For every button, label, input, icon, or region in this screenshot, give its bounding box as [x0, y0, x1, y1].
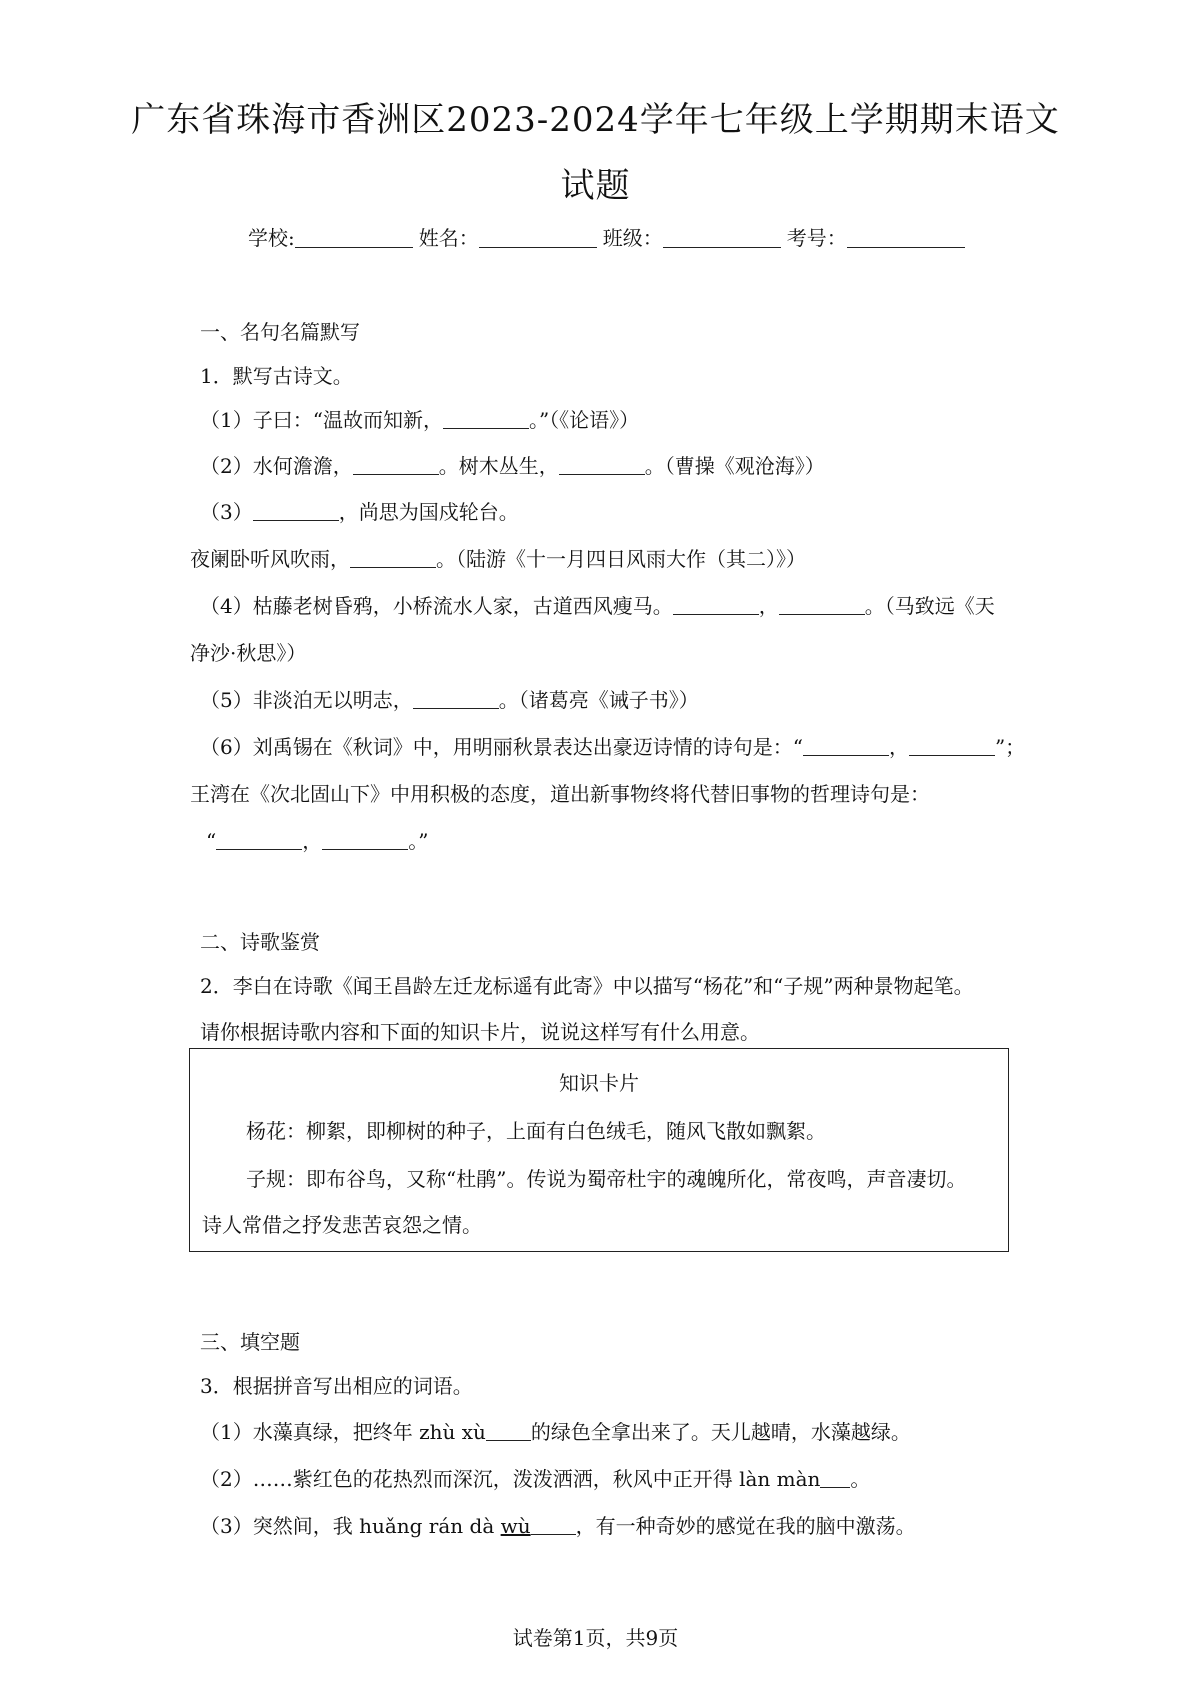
answer-blank[interactable] — [443, 410, 529, 429]
class-label: 班级： — [602, 226, 663, 250]
answer-blank[interactable] — [353, 456, 439, 475]
answer-blank[interactable] — [559, 456, 645, 475]
card-line-zigui: 子规：即布谷鸟，又称“杜鹃”。传说为蜀帝杜宇的魂魄所化，常夜鸣，声音凄切。 — [246, 1167, 967, 1191]
q3-item-3: （3）突然间，我 huǎng rán dà wù ，有一种奇妙的感觉在我的脑中激荡。 — [200, 1514, 916, 1538]
q1-item-4: （4）枯藤老树昏鸦，小桥流水人家，古道西风瘦马。 ， 。（马致远《天 — [200, 594, 995, 618]
school-label: 学校: — [248, 226, 295, 250]
answer-blank[interactable] — [486, 1422, 531, 1441]
title-line-1: 广东省珠海市香洲区2023-2024学年七年级上学期期末语文 — [131, 100, 1060, 140]
answer-blank[interactable] — [803, 737, 889, 756]
card-title: 知识卡片 — [559, 1071, 639, 1095]
exam-no-label: 考号： — [786, 226, 847, 250]
student-info-line — [248, 222, 971, 251]
answer-blank[interactable] — [820, 1469, 850, 1488]
page-footer: 试卷第1页，共9页 — [512, 1626, 679, 1650]
q1-item-6: （6）刘禹锡在《秋词》中，用明丽秋景表达出豪迈诗情的诗句是：“ ， ”； — [200, 735, 1026, 759]
q1-item-3: （3） ，尚思为国戍轮台。 — [200, 500, 519, 524]
answer-blank[interactable] — [779, 596, 865, 615]
knowledge-card — [189, 1048, 1009, 1252]
section-2-heading: 二、诗歌鉴赏 — [200, 930, 320, 954]
section-3-heading: 三、填空题 — [200, 1330, 300, 1354]
card-line-yanghua: 杨花：柳絮，即柳树的种子，上面有白色绒毛，随风飞散如飘絮。 — [246, 1119, 826, 1143]
class-blank[interactable] — [663, 227, 781, 248]
name-blank[interactable] — [479, 227, 597, 248]
q1-item-2: （2）水何澹澹， 。树木丛生， 。（曹操《观沧海》） — [200, 454, 825, 478]
section-1-heading: 一、名句名篇默写 — [200, 320, 360, 344]
q1-item-3-cont: 夜阑卧听风吹雨， 。（陆游《十一月四日风雨大作（其二）》） — [190, 547, 806, 571]
q1-item-6-cont-2: “ ， 。” — [206, 829, 429, 853]
q3-item-2: （2）……紫红色的花热烈而深沉，泼泼洒洒，秋风中正开得 làn màn 。 — [200, 1467, 871, 1491]
answer-blank[interactable] — [350, 549, 436, 568]
q1-item-5: （5）非淡泊无以明志， 。（诸葛亮《诫子书》） — [200, 688, 699, 712]
answer-blank[interactable] — [531, 1516, 576, 1535]
school-blank[interactable] — [295, 227, 413, 248]
answer-blank[interactable] — [322, 831, 408, 850]
card-line-zigui-cont: 诗人常借之抒发悲苦哀怨之情。 — [202, 1213, 482, 1237]
name-label: 姓名： — [418, 226, 479, 250]
question-2: 2．李白在诗歌《闻王昌龄左迁龙标遥有此寄》中以描写“杨花”和“子规”两种景物起笔。 — [200, 974, 974, 998]
q3-item-1: （1）水藻真绿，把终年 zhù xù 的绿色全拿出来了。天儿越晴，水藻越绿。 — [200, 1420, 911, 1444]
title-line-2: 试题 — [560, 166, 631, 206]
answer-blank[interactable] — [673, 596, 759, 615]
answer-blank[interactable] — [216, 831, 302, 850]
q1-item-4-cont: 净沙·秋思》） — [190, 641, 307, 665]
answer-blank[interactable] — [413, 690, 499, 709]
exam-no-blank[interactable] — [847, 227, 965, 248]
q1-item-6-cont: 王湾在《次北固山下》中用积极的态度，道出新事物终将代替旧事物的哲理诗句是： — [190, 782, 930, 806]
answer-blank[interactable] — [909, 737, 995, 756]
question-2-cont: 请你根据诗歌内容和下面的知识卡片，说说这样写有什么用意。 — [200, 1020, 760, 1044]
question-3: 3．根据拼音写出相应的词语。 — [200, 1374, 473, 1398]
question-1: 1．默写古诗文。 — [200, 364, 353, 388]
answer-blank[interactable] — [253, 502, 339, 521]
q1-item-1: （1）子曰：“温故而知新， 。”（《论语》） — [200, 408, 640, 432]
